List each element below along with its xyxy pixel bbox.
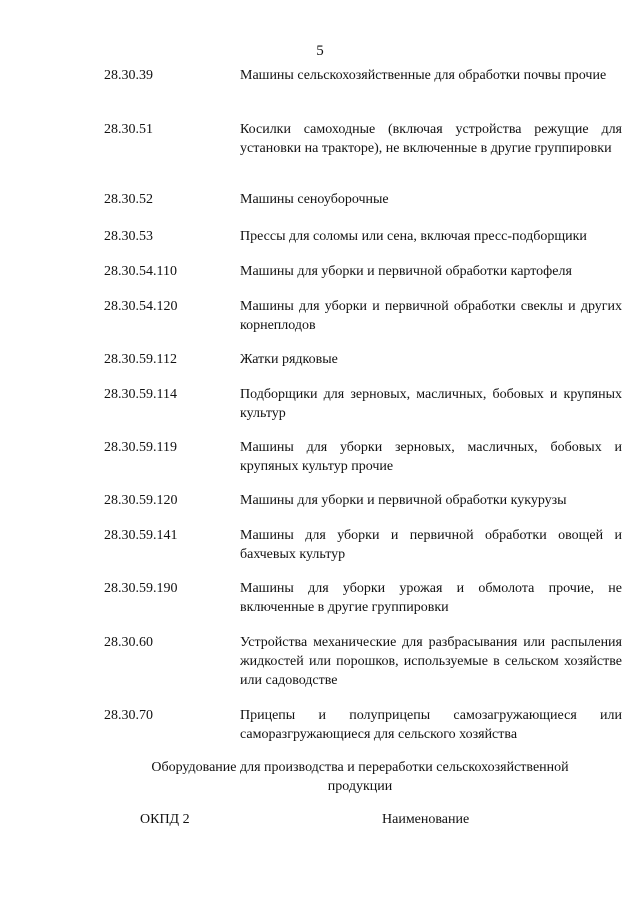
item-name: Подборщики для зерновых, масличных, бобовых и крупяных культур <box>240 387 622 421</box>
item-name: Жатки рядковые <box>240 352 338 367</box>
okpd-code: 28.30.70 <box>104 708 153 723</box>
okpd-code: 28.30.39 <box>104 68 153 83</box>
okpd-code: 28.30.59.141 <box>104 528 178 543</box>
item-name: Устройства механические для разбрасывания или распыления жидкостей или порошков, используемые в сельском хозяйстве или садоводстве <box>240 635 622 688</box>
okpd-code: 28.30.54.120 <box>104 299 178 314</box>
item-name: Машины для уборки и первичной обработки овощей и бахчевых культур <box>240 528 622 562</box>
item-name: Машины сельскохозяйственные для обработки почвы прочие <box>240 68 607 83</box>
page-number: 5 <box>316 43 324 59</box>
okpd-code: 28.30.51 <box>104 122 153 137</box>
okpd-code: 28.30.54.110 <box>104 264 177 279</box>
okpd-code: 28.30.59.112 <box>104 352 177 367</box>
okpd-code: 28.30.60 <box>104 635 153 650</box>
item-name: Прессы для соломы или сена, включая пресс-подборщики <box>240 229 587 244</box>
item-name: Косилки самоходные (включая устройства режущие для установки на тракторе), не включенные в другие группировки <box>240 122 622 156</box>
okpd-code: 28.30.52 <box>104 192 153 207</box>
okpd-code: 28.30.59.119 <box>104 440 177 455</box>
column-header-name: Наименование <box>382 812 470 827</box>
item-name: Машины для уборки зерновых, масличных, бобовых и крупяных культур прочие <box>240 440 622 474</box>
item-name: Машины для уборки и первичной обработки кукурузы <box>240 493 567 508</box>
item-name: Машины для уборки и первичной обработки свеклы и других корнеплодов <box>240 299 622 333</box>
item-name: Прицепы и полуприцепы самозагружающиеся или саморазгружающиеся для сельского хозяйства <box>240 708 622 742</box>
item-name: Машины сеноуборочные <box>240 192 389 207</box>
okpd-code: 28.30.59.190 <box>104 581 178 596</box>
column-header-code: ОКПД 2 <box>140 812 190 827</box>
section-title: Оборудование для производства и переработки сельскохозяйственной продукции <box>151 760 569 794</box>
okpd-code: 28.30.59.114 <box>104 387 177 402</box>
item-name: Машины для уборки урожая и обмолота прочие, не включенные в другие группировки <box>240 581 622 615</box>
item-name: Машины для уборки и первичной обработки картофеля <box>240 264 572 279</box>
okpd-code: 28.30.53 <box>104 229 153 244</box>
okpd-code: 28.30.59.120 <box>104 493 178 508</box>
